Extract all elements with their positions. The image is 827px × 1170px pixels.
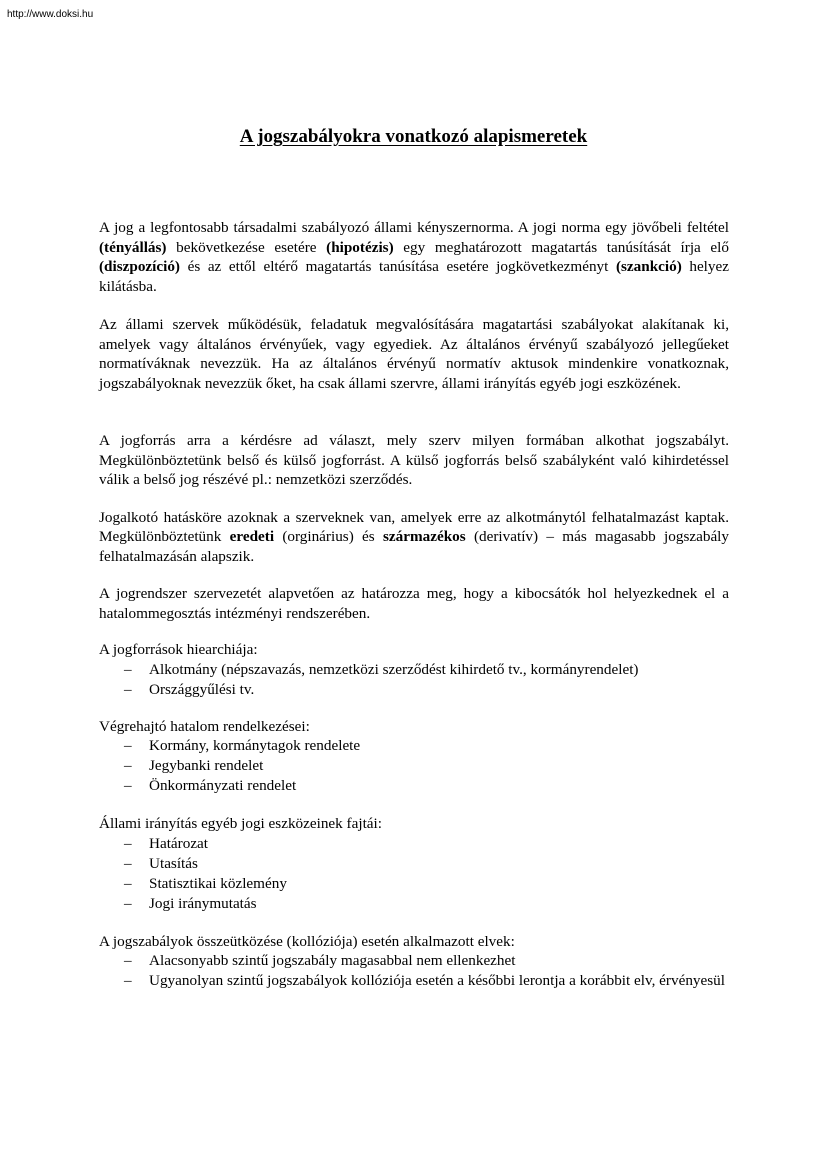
list-heading-hierarchia: A jogforrások hiearchiája: [99, 641, 258, 658]
paragraph-jogalkoto: Jogalkotó hatásköre azoknak a szerveknek van, amelyek erre az alkotmánytól felhatalmazást kaptak. Megkülönböztetünk eredeti (orginárius) és származékos (derivatív) – más magasabb jogszabály felhatalmazásán alapszik. [99, 508, 729, 565]
page-title: A jogszabályokra vonatkozó alapismeretek [239, 126, 588, 147]
list-item: – Jegybanki rendelet [124, 757, 264, 774]
paragraph-jogforras: A jogforrás arra a kérdésre ad választ, mely szerv milyen formában alkothat jogszabályt. Megkülönböztetünk belső és külső jogforrást. A külső jogforrás belső szabályként való kihirdetéssel válik a belső jog részévé pl.: nemzetközi szerződés. [99, 432, 729, 488]
list-heading-kollozio: A jogszabályok összeütközése (kollóziója) esetén alkalmazott elvek: [99, 932, 515, 950]
list-item: – Statisztikai közlemény [124, 874, 287, 892]
list-heading-vegrehajto: Végrehajtó hatalom rendelkezései: [99, 717, 310, 735]
term-hipotezis: (hipotézis) [326, 238, 394, 256]
paragraph-allami-szervek: Az állami szervek működésük, feladatuk megvalósítására magatartási szabályokat alakítanak ki, amelyek vagy általános érvényűek, vagy egyediek. Az általános érvényű szabályozó jellegűeket normatíváknak nevezzük. Ha az általános érvényű normatív aktusok mindenkire vonatkoznak, jogszabályoknak nevezzük őket, ha csak állami szervre, állami irányítás egyéb jogi eszközének. [99, 316, 729, 392]
list-item: – Alacsonyabb szintű jogszabály magasabbal nem ellenkezhet [124, 952, 516, 969]
term-diszpozicio: (diszpozíció) [99, 258, 180, 275]
list-item: – Országgyűlési tv. [124, 680, 255, 698]
list-heading-iranyitas: Állami irányítás egyéb jogi eszközeinek fajtái: [99, 815, 382, 832]
list-kollozio [99, 951, 729, 991]
list-item: – Jogi iránymutatás [124, 894, 257, 912]
term-eredeti: eredeti [229, 528, 275, 545]
paragraph-jog-definition: A jog a legfontosabb társadalmi szabályozó állami kényszernorma. A jogi norma egy jövőbeli feltétel (tényállás) bekövetkezése esetére (hipotézis) egy meghatározott magatartás tanúsítását írja elő (diszpozíció) és az ettől eltérő magatartás tanúsítása esetére jogkövetkezményt (szankció) helyez kilátásba. [99, 219, 729, 295]
term-szarmazekos: származékos [383, 528, 466, 545]
document-body [99, 218, 729, 991]
list-item: – Önkormányzati rendelet [124, 777, 297, 794]
list-vegrehajto [99, 736, 729, 796]
term-szankcio: (szankció) [615, 258, 682, 275]
list-hierarchia [99, 660, 729, 700]
list-item: – Határozat [124, 834, 209, 852]
paragraph-jogrendszer: A jogrendszer szervezetét alapvetően az határozza meg, hogy a kibocsátók hol helyezkednek el a hatalommegosztás intézményi rendszerében. [99, 585, 729, 622]
list-item: – Alkotmány (népszavazás, nemzetközi szerződést kihirdető tv., kormányrendelet) [124, 660, 639, 678]
list-item: – Ugyanolyan szintű jogszabályok kollóziója esetén a későbbi lerontja a korábbit elv, érvényesül [124, 972, 725, 989]
list-item: – Utasítás [124, 854, 198, 872]
list-iranyitas [99, 834, 729, 914]
list-item: – Kormány, kormánytagok rendelete [124, 737, 361, 754]
source-url[interactable]: http://www.doksi.hu [7, 9, 94, 20]
term-tenyallas: (tényállás) [99, 238, 167, 256]
